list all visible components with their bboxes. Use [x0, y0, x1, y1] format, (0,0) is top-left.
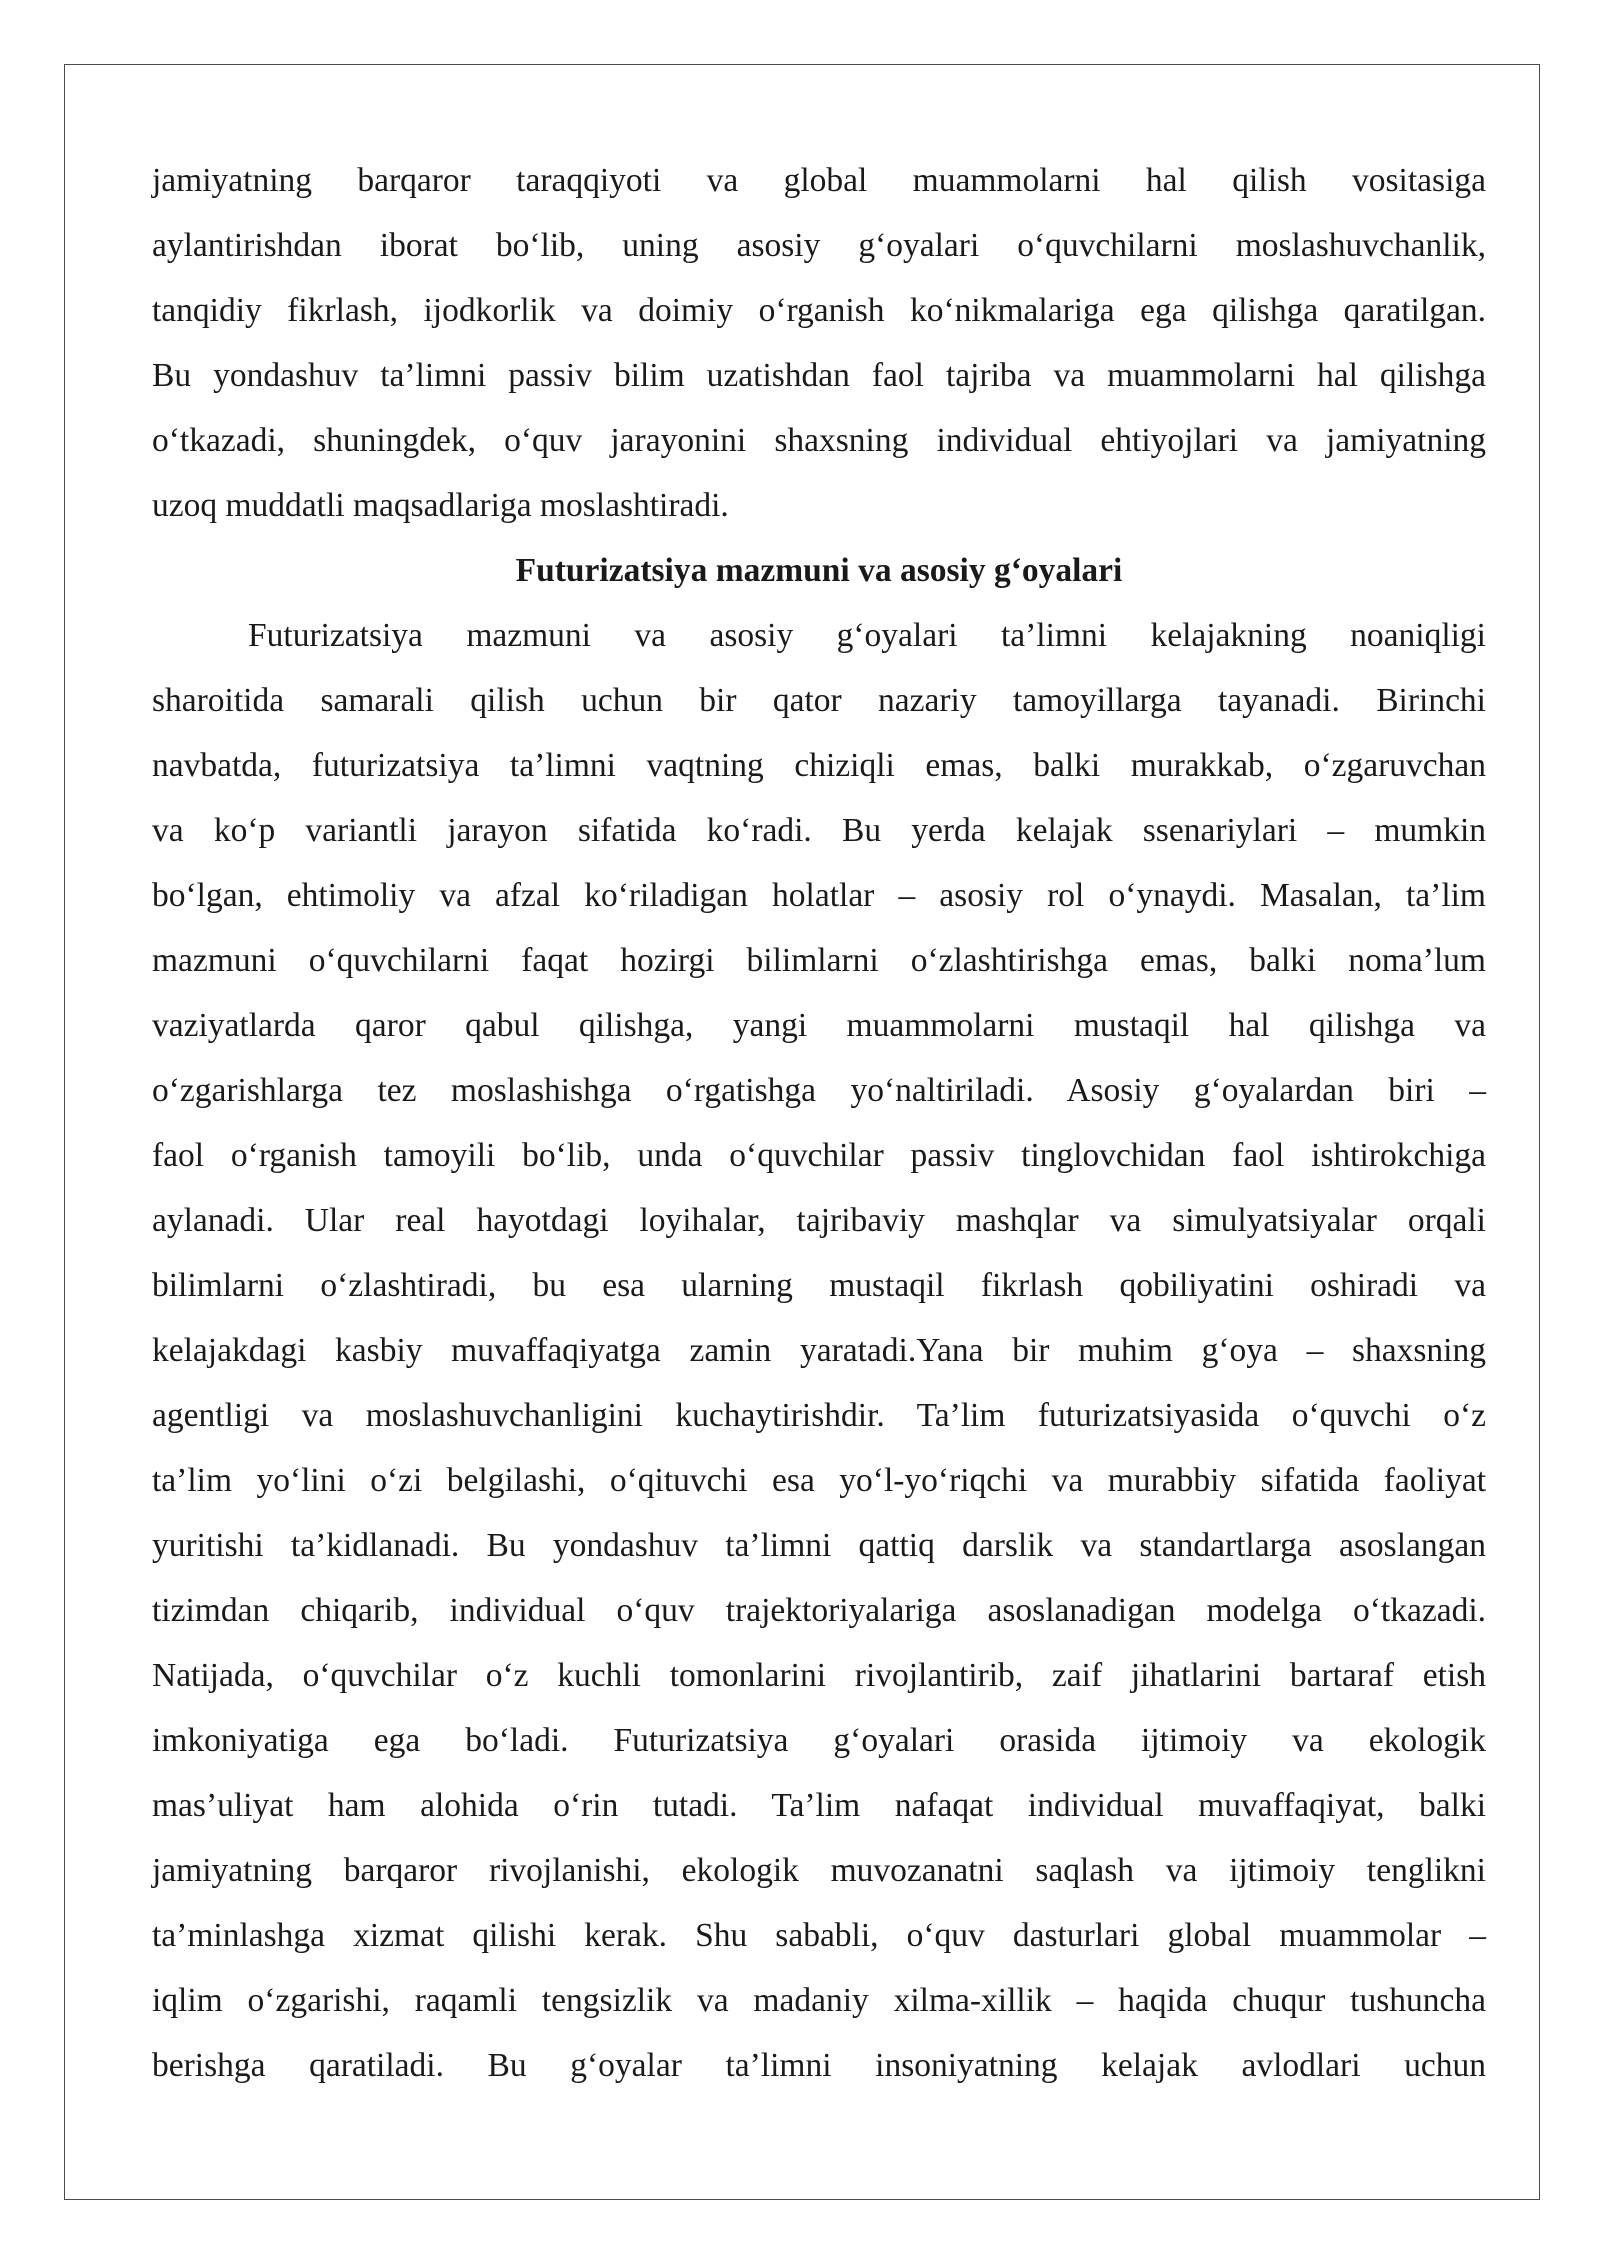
text-line: o‘tkazadi, shuningdek, o‘quv jarayonini shaxsning individual ehtiyojlari va jamiyatning: [152, 422, 1486, 459]
text-line: uzoq muddatli maqsadlariga moslashtiradi.: [152, 487, 729, 524]
text-line: Natijada, o‘quvchilar o‘z kuchli tomonlarini rivojlantirib, zaif jihatlarini bartaraf etish: [152, 1657, 1486, 1694]
text-line: sharoitida samarali qilish uchun bir qator nazariy tamoyillarga tayanadi. Birinchi: [152, 682, 1486, 719]
text-line: Futurizatsiya mazmuni va asosiy g‘oyalari ta’limni kelajakning noaniqligi: [248, 617, 1486, 654]
text-line: va ko‘p variantli jarayon sifatida ko‘radi. Bu yerda kelajak ssenariylari – mumkin: [152, 812, 1486, 849]
text-line: aylantirishdan iborat bo‘lib, uning asosiy g‘oyalari o‘quvchilarni moslashuvchanlik,: [152, 227, 1486, 264]
text-line: ta’lim yo‘lini o‘zi belgilashi, o‘qituvchi esa yo‘l-yo‘riqchi va murabbiy sifatida faoliyat: [152, 1462, 1486, 1499]
paragraph-main: [152, 603, 1486, 2098]
text-line: mas’uliyat ham alohida o‘rin tutadi. Ta’lim nafaqat individual muvaffaqiyat, balki: [152, 1787, 1486, 1824]
section-heading: Futurizatsiya mazmuni va asosiy g‘oyalari: [515, 552, 1123, 589]
text-line: faol o‘rganish tamoyili bo‘lib, unda o‘quvchilar passiv tinglovchidan faol ishtirokchiga: [152, 1137, 1486, 1174]
text-line: yuritishi ta’kidlanadi. Bu yondashuv ta’limni qattiq darslik va standartlarga asoslangan: [152, 1527, 1486, 1564]
text-line: tizimdan chiqarib, individual o‘quv trajektoriyalariga asoslanadigan modelga o‘tkazadi.: [152, 1592, 1486, 1629]
text-line: bo‘lgan, ehtimoliy va afzal ko‘riladigan holatlar – asosiy rol o‘ynaydi. Masalan, ta’lim: [152, 877, 1486, 914]
text-line: jamiyatning barqaror rivojlanishi, ekologik muvozanatni saqlash va ijtimoiy tenglikni: [152, 1852, 1486, 1889]
text-line: imkoniyatiga ega bo‘ladi. Futurizatsiya g‘oyalari orasida ijtimoiy va ekologik: [152, 1722, 1486, 1759]
paragraph-continuation: [152, 148, 1486, 538]
text-line: vaziyatlarda qaror qabul qilishga, yangi muammolarni mustaqil hal qilishga va: [152, 1007, 1486, 1044]
text-line: kelajakdagi kasbiy muvaffaqiyatga zamin yaratadi.Yana bir muhim g‘oya – shaxsning: [152, 1332, 1486, 1369]
text-line: agentligi va moslashuvchanligini kuchaytirishdir. Ta’lim futurizatsiyasida o‘quvchi o‘z: [152, 1397, 1486, 1434]
text-line: jamiyatning barqaror taraqqiyoti va global muammolarni hal qilish vositasiga: [152, 162, 1486, 199]
text-line: bilimlarni o‘zlashtiradi, bu esa ularning mustaqil fikrlash qobiliyatini oshiradi va: [152, 1267, 1486, 1304]
text-line: o‘zgarishlarga tez moslashishga o‘rgatishga yo‘naltiriladi. Asosiy g‘oyalardan biri –: [152, 1072, 1486, 1109]
text-line: ta’minlashga xizmat qilishi kerak. Shu sababli, o‘quv dasturlari global muammolar –: [152, 1917, 1486, 1954]
text-line: mazmuni o‘quvchilarni faqat hozirgi bilimlarni o‘zlashtirishga emas, balki noma’lum: [152, 942, 1486, 979]
text-line: tanqidiy fikrlash, ijodkorlik va doimiy o‘rganish ko‘nikmalariga ega qilishga qaratilgan.: [152, 292, 1486, 329]
text-line: navbatda, futurizatsiya ta’limni vaqtning chiziqli emas, balki murakkab, o‘zgaruvchan: [152, 747, 1486, 784]
text-line: berishga qaratiladi. Bu g‘oyalar ta’limni insoniyatning kelajak avlodlari uchun: [152, 2047, 1486, 2084]
document-body: [152, 148, 1486, 2098]
text-line: Bu yondashuv ta’limni passiv bilim uzatishdan faol tajriba va muammolarni hal qilishga: [152, 357, 1486, 394]
text-line: aylanadi. Ular real hayotdagi loyihalar, tajribaviy mashqlar va simulyatsiyalar orqali: [152, 1202, 1486, 1239]
text-line: iqlim o‘zgarishi, raqamli tengsizlik va madaniy xilma-xillik – haqida chuqur tushuncha: [152, 1982, 1486, 2019]
